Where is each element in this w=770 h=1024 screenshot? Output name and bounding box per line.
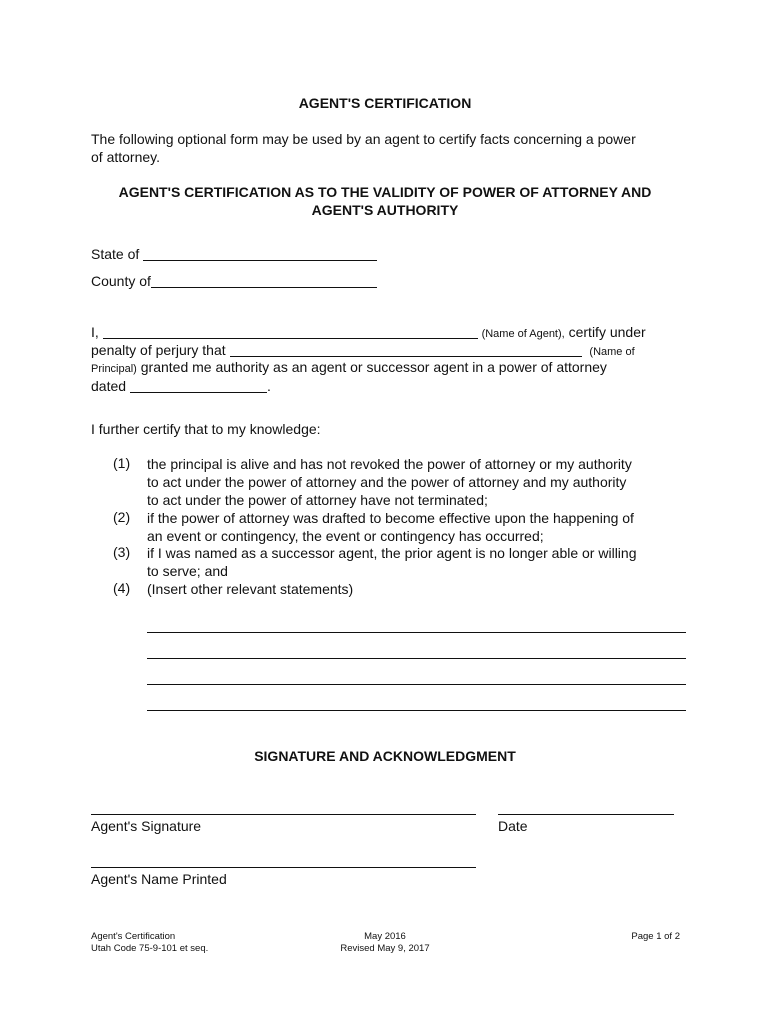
state-label: State of — [91, 246, 140, 262]
footer-code-ref: Utah Code 75-9-101 et seq. — [91, 943, 209, 954]
county-field — [91, 271, 377, 290]
footer-date: May 2016 — [364, 931, 406, 942]
county-label: County of — [91, 273, 151, 289]
dated-label: dated — [91, 378, 127, 394]
name-of-hint: (Name of — [589, 346, 635, 358]
cert-line-4 — [91, 376, 271, 395]
list-item — [147, 580, 687, 598]
list-number: (4) — [113, 580, 131, 596]
list-line: the principal is alive and has not revoked the power of attorney or my authority — [147, 456, 632, 472]
list-item — [147, 455, 687, 509]
dated-blank[interactable] — [130, 378, 267, 393]
list-number: (3) — [113, 544, 131, 560]
penalty-text: penalty of perjury that — [91, 342, 226, 358]
county-blank[interactable] — [151, 273, 377, 288]
dated-period: . — [266, 378, 271, 394]
footer-center — [300, 931, 470, 955]
footer-left — [91, 931, 208, 955]
principal-name-blank[interactable] — [230, 342, 582, 357]
page-number: Page 1 of 2 — [631, 931, 680, 942]
granted-text: granted me authority as an agent or successor agent in a power of attorney — [140, 359, 607, 375]
list-item — [147, 509, 687, 545]
list-number: (1) — [113, 455, 131, 471]
principal-hint: Principal) — [91, 363, 137, 375]
date-line[interactable] — [498, 814, 674, 815]
footer-form-name: Agent's Certification — [91, 931, 176, 942]
state-field — [91, 244, 377, 263]
agent-name-printed-label: Agent's Name Printed — [91, 871, 227, 887]
agent-signature-label: Agent's Signature — [91, 818, 202, 834]
agent-name-printed-line[interactable] — [91, 867, 476, 868]
intro-line-2: of attorney. — [91, 149, 161, 165]
intro-line-1: The following optional form may be used by an agent to certify facts concerning a power — [91, 131, 636, 147]
statement-blank-line[interactable] — [147, 632, 686, 633]
list-line: if the power of attorney was drafted to become effective upon the happening of — [147, 510, 634, 526]
signature-heading: SIGNATURE AND ACKNOWLEDGMENT — [254, 748, 516, 764]
list-line: to act under the power of attorney and the power of attorney and my authority — [147, 474, 627, 490]
list-line: to act under the power of attorney have not terminated; — [147, 492, 488, 508]
cert-line-3 — [91, 358, 607, 378]
list-line: to serve; and — [147, 563, 228, 579]
list-line: if I was named as a successor agent, the prior agent is no longer able or willing — [147, 545, 637, 561]
statement-blank-line[interactable] — [147, 684, 686, 685]
agent-signature-line[interactable] — [91, 814, 476, 815]
list-line: an event or contingency, the event or contingency has occurred; — [147, 528, 544, 544]
document-title: AGENT'S CERTIFICATION — [298, 95, 472, 111]
further-certify: I further certify that to my knowledge: — [91, 421, 321, 437]
list-item — [147, 544, 687, 580]
subtitle-line-2: AGENT'S AUTHORITY — [311, 202, 459, 218]
list-number: (2) — [113, 509, 131, 525]
subtitle-line-1: AGENT'S CERTIFICATION AS TO THE VALIDITY OF POWER OF ATTORNEY AND — [118, 184, 652, 200]
date-label: Date — [498, 818, 528, 834]
agent-name-blank[interactable] — [103, 324, 478, 339]
name-of-agent-hint: (Name of Agent), — [481, 328, 565, 340]
cert-i-label: I, — [91, 324, 99, 340]
state-blank[interactable] — [143, 246, 377, 261]
certify-under-text: certify under — [568, 324, 646, 340]
list-line: (Insert other relevant statements) — [147, 581, 354, 597]
statement-blank-line[interactable] — [147, 710, 686, 711]
statement-blank-line[interactable] — [147, 658, 686, 659]
footer-revised: Revised May 9, 2017 — [340, 943, 430, 954]
